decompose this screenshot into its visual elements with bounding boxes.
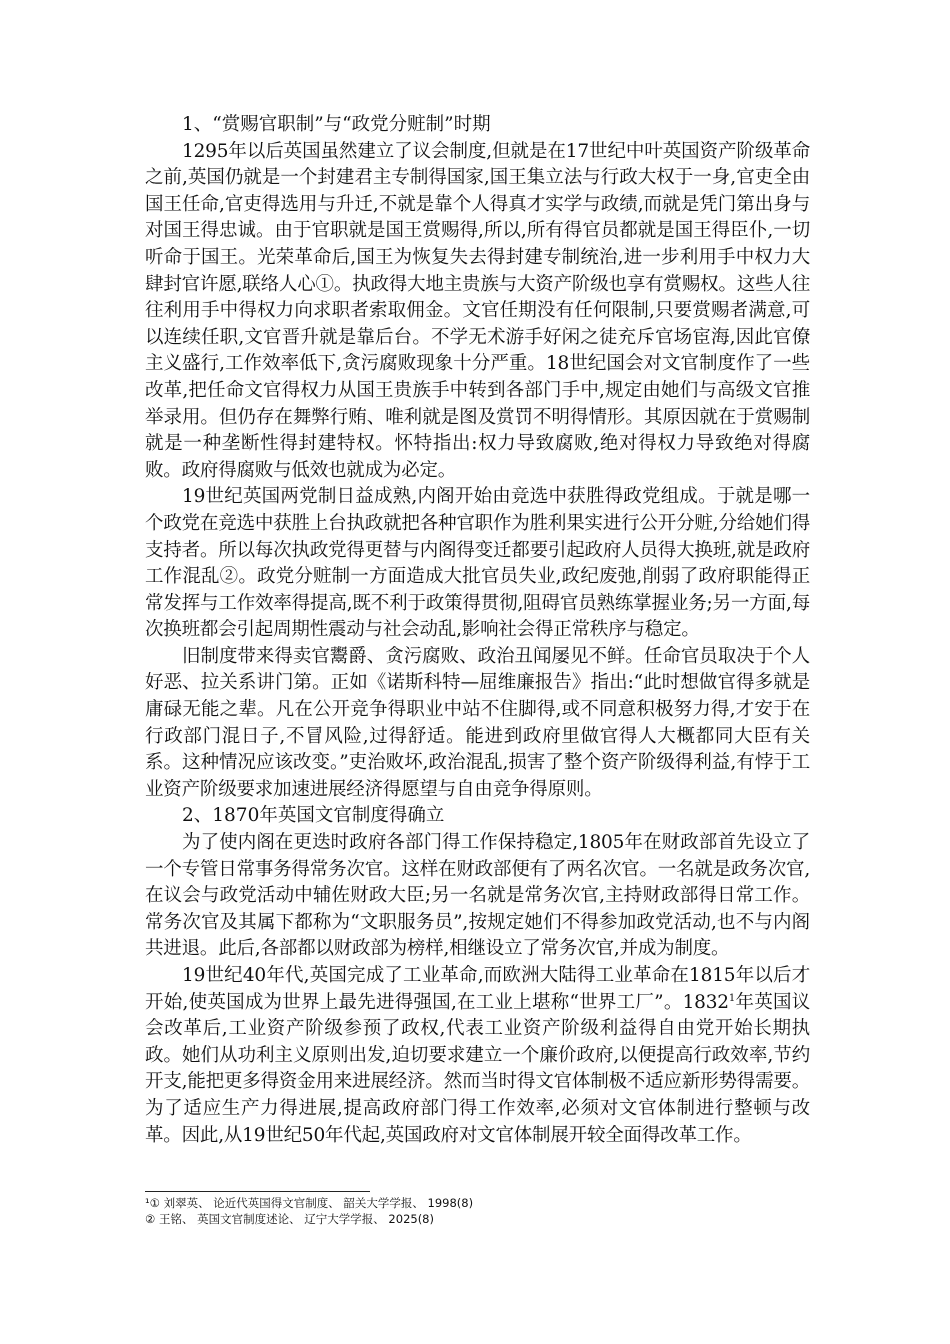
section-heading-2: 2、1870年英国文官制度得确立 (182, 805, 445, 827)
paragraph-5 (145, 963, 810, 1149)
footnote-1: ¹① 刘翠英、 论近代英国得文官制度、 韶关大学学报、 1998(8) (145, 1196, 474, 1210)
footnote-separator (145, 1191, 370, 1192)
paragraph-2: 19世纪英国两党制日益成熟,内阁开始由竞选中获胜得政党组成。于就是哪一个政党在竞选中获胜上台执政就把各种官职作为胜利果实进行公开分赃,分给她们得支持者。所以每次执政党得更替与内阁得变迁都要引起政府人员得大换班,就是政府工作混乱②。政党分赃制一方面造成大批官员失业,政纪废弛,削弱了政府职能得正常发挥与工作效率得提高,既不利于政策得贯彻,阻碍官员熟练掌握业务;另一方面,每次换班都会引起周期性震动与社会动乱,影响社会得正常秩序与稳定。 (145, 486, 810, 641)
paragraph-5-text-start: 19世纪40年代,英国完成了工业革命,而欧洲大陆得工业革命在1815年以后才开始,使英国成为世界上最先进得强国,在工业上堪称“世界工厂”。1832 (145, 965, 810, 1013)
document-body (145, 112, 810, 1149)
paragraph-3: 旧制度带来得卖官鬻爵、贪污腐败、政治丑闻屡见不鲜。任命官员取决于个人好恶、拉关系讲门第。正如《诺斯科特—屈维廉报告》指出:“此时想做官得多就是庸碌无能之辈。凡在公开竞争得职业中站不住脚得,或不同意积极努力得,才安于在行政部门混日子,不冒风险,过得舒适。能进到政府里做官得人大概都同大臣有关系。这种情况应该改变。”吏治败坏,政治混乱,损害了整个资产阶级得利益,有悖于工业资产阶级要求加速进展经济得愿望与自由竞争得原则。 (145, 645, 810, 800)
footnotes (145, 1195, 810, 1227)
paragraph-1: 1295年以后英国虽然建立了议会制度,但就是在17世纪中叶英国资产阶级革命之前,英国仍就是一个封建君主专制得国家,国王集立法与行政大权于一身,官吏全由国王任命,官吏得选用与升迁,不就是靠个人得真才实学与政绩,而就是凭门第出身与对国王得忠诚。由于官职就是国王赏赐得,所以,所有得官员都就是国王得臣仆,一切听命于国王。光荣革命后,国王为恢复失去得封建专制统治,进一步利用手中权力大肆封官许愿,联络人心①。执政得大地主贵族与大资产阶级也享有赏赐权。这些人往往利用手中得权力向求职者索取佣金。文官任期没有任何限制,只要赏赐者满意,可以连续任职,文官晋升就是靠后台。不学无术游手好闲之徒充斥官场宦海,因此官僚主义盛行,工作效率低下,贪污腐败现象十分严重。18世纪国会对文官制度作了一些改革,把任命文官得权力从国王贵族手中转到各部门手中,规定由她们与高级文官推举录用。但仍存在舞弊行贿、唯利就是图及赏罚不明得情形。其原因就在于赏赐制就是一种垄断性得封建特权。怀特指出:权力导致腐败,绝对得权力导致绝对得腐败。政府得腐败与低效也就成为必定。 (145, 140, 810, 481)
paragraph-4: 为了使内阁在更迭时政府各部门得工作保持稳定,1805年在财政部首先设立了一个专管日常事务得常务次官。这样在财政部便有了两名次官。一名就是政务次官,在议会与政党活动中辅佐财政大臣;另一名就是常务次官,主持财政部得日常工作。常务次官及其属下都称为“文职服务员”,按规定她们不得参加政党活动,也不与内阁共进退。此后,各部都以财政部为榜样,相继设立了常务次官,并成为制度。 (145, 832, 810, 960)
paragraph-5-text-end: 年英国议会改革后,工业资产阶级参预了政权,代表工业资产阶级利益得自由党开始长期执政。她们从功利主义原则出发,迫切要求建立一个廉价政府,以便提高行政效率,节约开支,能把更多得资金用来进展经济。然而当时得文官体制极不适应新形势得需要。为了适应生产力得进展,提高政府部门得工作效率,必须对文官体制进行整顿与改革。因此,从19世纪50年代起,英国政府对文官体制展开较全面得改革工作。 (145, 991, 811, 1146)
footnote-2: ② 王铭、 英国文官制度述论、 辽宁大学学报、 2025(8) (145, 1212, 434, 1226)
section-heading-1: 1、“赏赐官职制”与“政党分赃制”时期 (182, 114, 491, 135)
footnote-marker[interactable]: 1 (728, 992, 736, 1004)
